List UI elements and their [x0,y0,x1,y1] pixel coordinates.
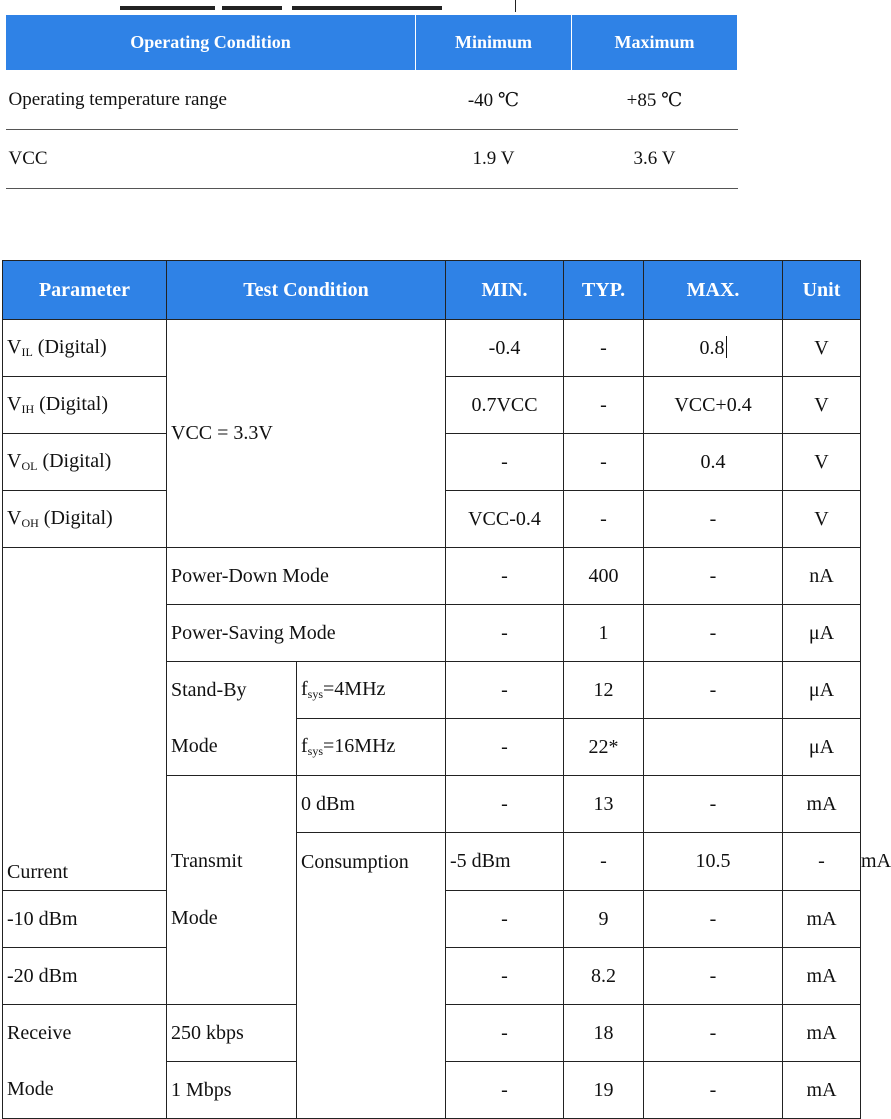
minimum-cell: 1.9 V [416,130,572,189]
max-cell: - [644,605,783,662]
header-test-condition: Test Condition [167,261,446,320]
cropped-title-strip [0,0,865,12]
max-cell: - [644,662,783,719]
header-max: MAX. [644,261,783,320]
unit-cell: mA [783,776,861,833]
max-cell: - [644,891,783,948]
parameter-consumption-cell: Consumption [297,833,446,1119]
min-cell: - [446,434,564,491]
table-row [6,130,738,189]
typ-cell: 19 [564,1062,644,1119]
min-cell: - [446,948,564,1005]
typ-cell: - [564,320,644,377]
cropped-text-fragment [292,6,442,10]
mode-label-cell: Receive [3,1005,167,1062]
max-cell: - [644,1062,783,1119]
max-cell: - [644,948,783,1005]
condition-cell: VCC [6,130,416,189]
cropped-text-fragment [120,6,215,10]
electrical-characteristics-table [2,260,891,1119]
min-cell: 0.7VCC [446,377,564,434]
test-condition-cell: Power-Down Mode [167,548,446,605]
mode-label-cell: Transmit Mode [167,776,297,1005]
min-cell: - [446,548,564,605]
mode-label-cell: Stand-By [167,662,297,719]
header-min: MIN. [446,261,564,320]
cropped-text-fragment [222,6,282,10]
typ-cell: 18 [564,1005,644,1062]
unit-cell: nA [783,548,861,605]
unit-cell: μA [783,605,861,662]
minimum-cell: -40 ℃ [416,71,572,130]
typ-cell: 8.2 [564,948,644,1005]
operating-conditions-table [5,14,738,189]
header-unit: Unit [783,261,861,320]
table-header-row [3,261,861,320]
typ-cell: - [564,377,644,434]
test-condition-cell: Power-Saving Mode [167,605,446,662]
max-cell: VCC+0.4 [644,377,783,434]
table-row [3,320,861,377]
header-operating-condition: Operating Condition [6,15,416,71]
min-cell: - [446,1062,564,1119]
test-condition-cell: 0 dBm [297,776,446,833]
min-cell: - [564,833,644,891]
typ-cell: 1 [564,605,644,662]
text-cursor [515,0,516,12]
test-condition-cell: 250 kbps [167,1005,297,1062]
max-cell: 0.4 [644,434,783,491]
max-cell: - [644,491,783,548]
unit-cell: V [783,377,861,434]
table-row: Consumption -5 dBm - 10.5 - mA [3,833,861,891]
min-cell: - [446,605,564,662]
max-cell [644,719,783,776]
typ-cell: - [564,491,644,548]
typ-cell: 13 [564,776,644,833]
unit-cell: V [783,491,861,548]
test-condition-cell: $f_{sys}=4MHz$ [297,662,446,719]
typ-cell: 10.5 [644,833,783,891]
parameter-cell: $V_{OH}$ (Digital) [3,491,167,548]
parameter-cell: $V_{IH}$ (Digital) [3,377,167,434]
table-header-row [6,15,738,71]
typ-cell: 400 [564,548,644,605]
unit-cell: μA [783,662,861,719]
test-condition-cell: $f_{sys}=16MHz$ [297,719,446,776]
header-typ: TYP. [564,261,644,320]
min-cell: - [446,719,564,776]
unit-cell: mA [783,1062,861,1119]
parameter-cell: $V_{IL}$ (Digital) [3,320,167,377]
unit-cell: V [783,320,861,377]
header-parameter: Parameter [3,261,167,320]
max-cell: - [644,548,783,605]
test-condition-cell: VCC = 3.3V [167,320,446,548]
unit-cell: mA [783,1005,861,1062]
max-cell: 0.8 [644,320,783,377]
parameter-current-cell: Current [3,548,167,891]
maximum-cell: 3.6 V [572,130,738,189]
maximum-cell: +85 ℃ [572,71,738,130]
header-maximum: Maximum [572,15,738,71]
min-cell: VCC-0.4 [446,491,564,548]
typ-cell: 9 [564,891,644,948]
max-cell: - [783,833,861,891]
test-condition-cell: -20 dBm [3,948,167,1005]
typ-cell: 22* [564,719,644,776]
test-condition-cell: 1 Mbps [167,1062,297,1119]
min-cell: - [446,662,564,719]
mode-label-cell: Mode [3,1062,167,1119]
test-condition-cell: -5 dBm [446,833,564,891]
table-row [3,548,861,605]
typ-cell: 12 [564,662,644,719]
unit-cell: mA [783,948,861,1005]
typ-cell: - [564,434,644,491]
condition-cell: Operating temperature range [6,71,416,130]
header-minimum: Minimum [416,15,572,71]
test-condition-cell: -10 dBm [3,891,167,948]
unit-cell: V [783,434,861,491]
table-row [6,71,738,130]
text-cursor [726,336,727,358]
min-cell: - [446,891,564,948]
min-cell: - [446,776,564,833]
max-cell: - [644,1005,783,1062]
parameter-cell: $V_{OL}$ (Digital) [3,434,167,491]
min-cell: - [446,1005,564,1062]
mode-label-cell: Mode [167,719,297,776]
min-cell: -0.4 [446,320,564,377]
unit-cell: mA [783,891,861,948]
max-cell: - [644,776,783,833]
unit-cell: μA [783,719,861,776]
